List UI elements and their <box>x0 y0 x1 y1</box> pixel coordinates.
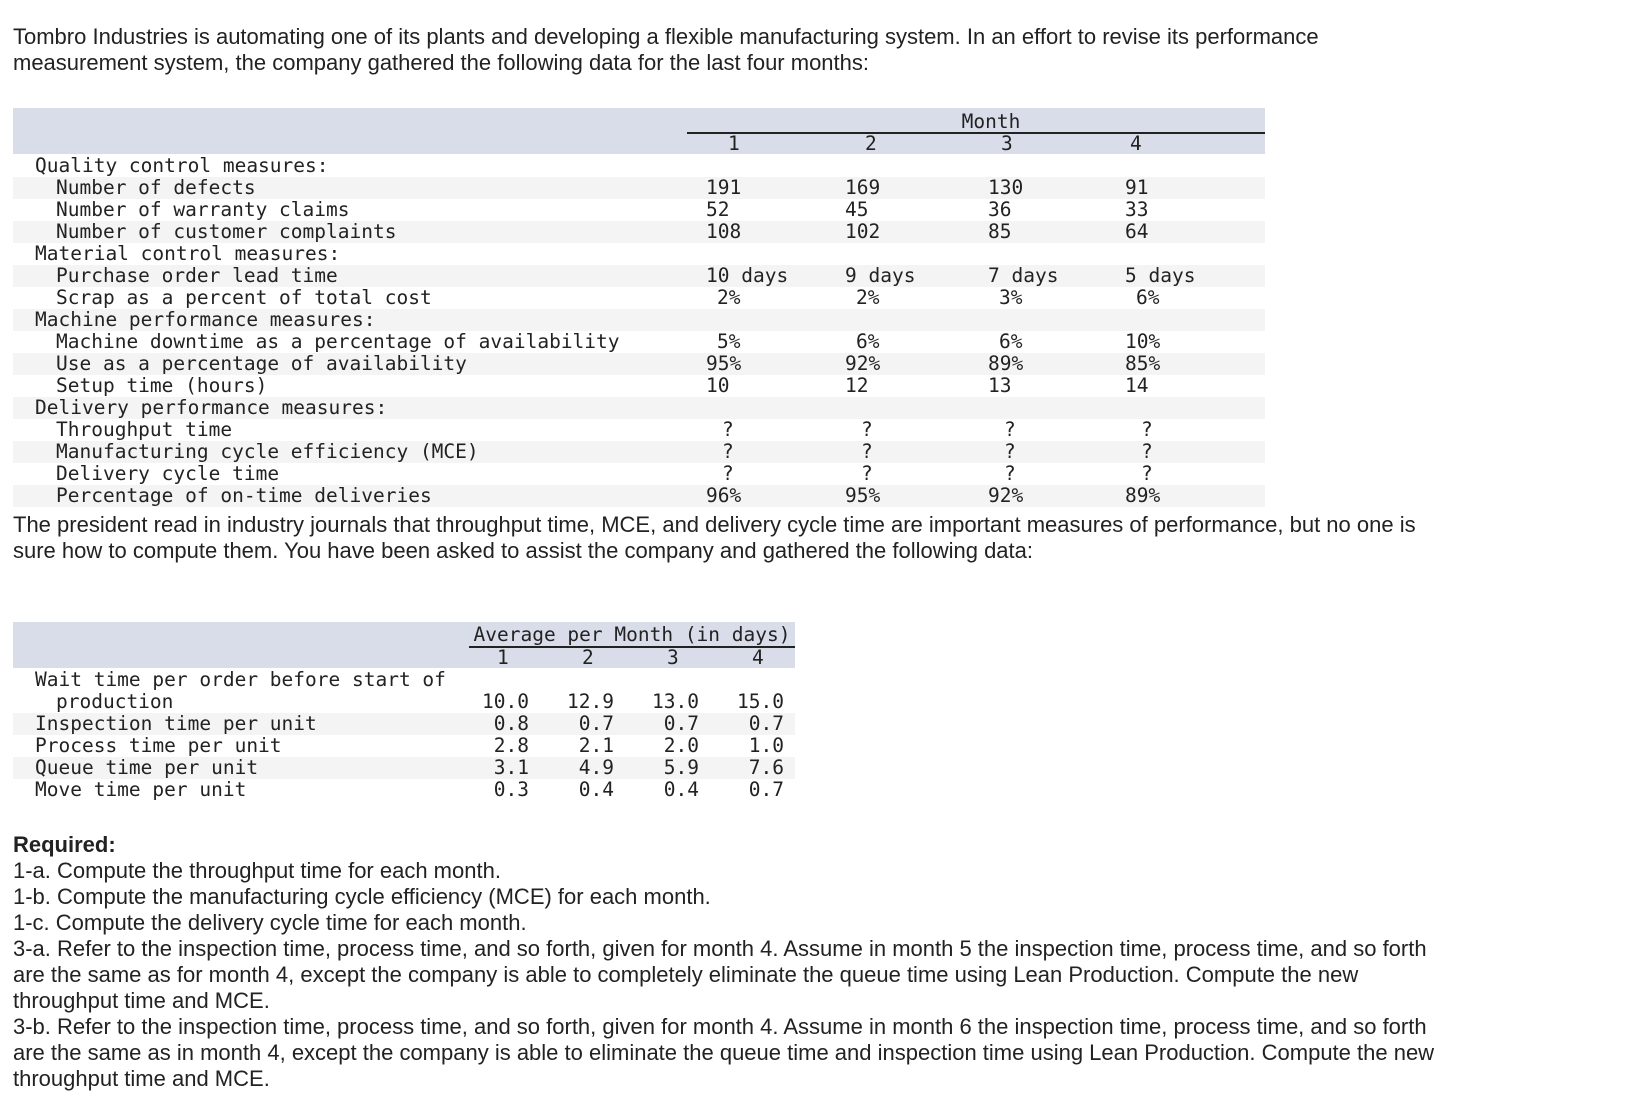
cell-month-1: 52 <box>706 198 730 221</box>
cell-month-4: 15.0 <box>737 690 784 713</box>
cell-month-2: 0.4 <box>578 778 614 801</box>
cell-month-4: 0.7 <box>748 712 784 735</box>
cell-month-1: 2% <box>717 286 741 309</box>
cell-month-3: 0.7 <box>663 712 699 735</box>
table-row <box>13 485 1265 507</box>
cell-month-4: 6% <box>1136 286 1160 309</box>
row-label: Delivery performance measures: <box>35 396 388 419</box>
cell-month-3: 92% <box>988 484 1024 507</box>
row-label: Use as a percentage of availability <box>56 352 467 375</box>
column-header-month-3: 3 <box>667 646 679 669</box>
cell-month-4: ? <box>1141 462 1153 485</box>
table-row <box>13 265 1265 287</box>
cell-month-4: 10% <box>1125 330 1161 353</box>
cell-month-4: 91 <box>1125 176 1149 199</box>
cell-month-4: 14 <box>1125 374 1149 397</box>
table-row <box>13 713 795 735</box>
column-header-month-2: 2 <box>865 132 877 155</box>
cell-month-3: 13.0 <box>652 690 699 713</box>
cell-month-2: 95% <box>845 484 881 507</box>
table-row <box>13 353 1265 375</box>
table-row <box>13 177 1265 199</box>
cell-month-2: 92% <box>845 352 881 375</box>
table-row <box>13 441 1265 463</box>
cell-month-1: 2.8 <box>493 734 529 757</box>
cell-month-4: 64 <box>1125 220 1149 243</box>
average-header: Average per Month (in days) <box>473 623 791 646</box>
table-row <box>13 735 795 757</box>
cell-month-4: 33 <box>1125 198 1149 221</box>
row-label: Throughput time <box>56 418 233 441</box>
cell-month-1: ? <box>722 440 734 463</box>
average-times-table <box>13 622 795 807</box>
row-label: Material control measures: <box>35 242 341 265</box>
performance-measures-table <box>13 108 1265 508</box>
cell-month-1: ? <box>722 462 734 485</box>
cell-month-4: ? <box>1141 440 1153 463</box>
required-item-3b: 3-b. Refer to the inspection time, process time, and so forth, given for month 4. Assume in month 6 the inspection time, process time, and so forth are the same as in month 4, except the company is able to eliminate the queue time and inspection time using Lean Production. Compute the new throughput time and MCE. <box>13 1014 1435 1091</box>
row-label: Machine performance measures: <box>35 308 376 331</box>
row-label: Setup time (hours) <box>56 374 268 397</box>
cell-month-1: 96% <box>706 484 742 507</box>
cell-month-4: 89% <box>1125 484 1161 507</box>
required-item-1a: 1-a. Compute the throughput time for each month. <box>13 858 501 883</box>
column-header-month-1: 1 <box>497 646 509 669</box>
required-title: Required: <box>13 832 116 857</box>
cell-month-3: 0.4 <box>663 778 699 801</box>
table-header-band <box>13 108 1265 154</box>
cell-month-2: 9 days <box>845 264 916 287</box>
cell-month-4: 0.7 <box>748 778 784 801</box>
table-row <box>13 757 795 779</box>
required-item-3a: 3-a. Refer to the inspection time, process time, and so forth, given for month 4. Assume in month 5 the inspection time, process time, and so forth are the same as for month 4, except the company is able to completely eliminate the queue time using Lean Production. Compute the new throughput time and MCE. <box>13 936 1427 1013</box>
row-label: Scrap as a percent of total cost <box>56 286 432 309</box>
row-label: Machine downtime as a percentage of availability <box>56 330 620 353</box>
month-header: Month <box>961 110 1021 133</box>
cell-month-1: 191 <box>706 176 742 199</box>
cell-month-4: 5 days <box>1125 264 1196 287</box>
cell-month-4: 85% <box>1125 352 1161 375</box>
cell-month-1: 0.8 <box>493 712 529 735</box>
cell-month-2: 12.9 <box>567 690 614 713</box>
table-row <box>13 287 1265 309</box>
cell-month-2: 2% <box>856 286 880 309</box>
month-header-rule <box>687 132 1265 134</box>
column-header-month-4: 4 <box>1130 132 1142 155</box>
row-label: Process time per unit <box>35 734 282 757</box>
row-label: Manufacturing cycle efficiency (MCE) <box>56 440 479 463</box>
cell-month-1: ? <box>722 418 734 441</box>
cell-month-3: 5.9 <box>663 756 699 779</box>
column-header-month-3: 3 <box>1001 132 1013 155</box>
table-row <box>13 375 1265 397</box>
cell-month-2: ? <box>861 462 873 485</box>
cell-month-3: 13 <box>988 374 1012 397</box>
row-label: Wait time per order before start of <box>35 668 446 691</box>
table-row <box>13 199 1265 221</box>
row-label: Move time per unit <box>35 778 247 801</box>
cell-month-4: 1.0 <box>748 734 784 757</box>
table-row <box>13 669 795 713</box>
table-row <box>13 463 1265 485</box>
section-header-row <box>13 243 1265 265</box>
row-label: Queue time per unit <box>35 756 259 779</box>
cell-month-3: ? <box>1004 418 1016 441</box>
cell-month-1: 3.1 <box>493 756 529 779</box>
row-label: Percentage of on-time deliveries <box>56 484 432 507</box>
cell-month-2: 102 <box>845 220 881 243</box>
cell-month-3: ? <box>1004 440 1016 463</box>
row-label-continued: production <box>56 690 174 713</box>
row-label: Delivery cycle time <box>56 462 280 485</box>
cell-month-4: 7.6 <box>748 756 784 779</box>
table-row <box>13 419 1265 441</box>
middle-paragraph: The president read in industry journals that throughput time, MCE, and delivery cycle time are important measures of performance, but no one is sure how to compute them. You have been asked to assist the company and gathered the following data: <box>13 512 1416 563</box>
cell-month-2: 45 <box>845 198 869 221</box>
cell-month-3: 3% <box>999 286 1023 309</box>
cell-month-2: 4.9 <box>578 756 614 779</box>
cell-month-1: 5% <box>717 330 741 353</box>
row-label: Inspection time per unit <box>35 712 317 735</box>
required-section <box>13 832 1453 1092</box>
cell-month-3: ? <box>1004 462 1016 485</box>
row-label: Number of customer complaints <box>56 220 397 243</box>
cell-month-2: 0.7 <box>578 712 614 735</box>
cell-month-3: 6% <box>999 330 1023 353</box>
row-label: Number of defects <box>56 176 256 199</box>
cell-month-3: 7 days <box>988 264 1059 287</box>
required-item-1b: 1-b. Compute the manufacturing cycle efficiency (MCE) for each month. <box>13 884 711 909</box>
cell-month-4: ? <box>1141 418 1153 441</box>
cell-month-2: ? <box>861 440 873 463</box>
cell-month-1: 10 <box>706 374 730 397</box>
cell-month-3: 89% <box>988 352 1024 375</box>
section-header-row <box>13 155 1265 177</box>
row-label: Quality control measures: <box>35 154 329 177</box>
cell-month-1: 0.3 <box>493 778 529 801</box>
cell-month-3: 36 <box>988 198 1012 221</box>
average-header-rule <box>469 646 795 648</box>
section-header-row <box>13 397 1265 419</box>
column-header-month-4: 4 <box>752 646 764 669</box>
column-header-month-2: 2 <box>582 646 594 669</box>
column-header-month-1: 1 <box>728 132 740 155</box>
table-row <box>13 331 1265 353</box>
cell-month-2: 169 <box>845 176 881 199</box>
section-header-row <box>13 309 1265 331</box>
cell-month-2: 6% <box>856 330 880 353</box>
intro-paragraph: Tombro Industries is automating one of its plants and developing a flexible manufacturing system. In an effort to revise its performance measurement system, the company gathered the following data for the last four months: <box>13 24 1319 75</box>
cell-month-1: 10.0 <box>482 690 529 713</box>
table-row <box>13 779 795 801</box>
cell-month-2: ? <box>861 418 873 441</box>
cell-month-3: 130 <box>988 176 1024 199</box>
cell-month-1: 95% <box>706 352 742 375</box>
cell-month-1: 10 days <box>706 264 789 287</box>
row-label: Number of warranty claims <box>56 198 350 221</box>
cell-month-2: 12 <box>845 374 869 397</box>
cell-month-1: 108 <box>706 220 742 243</box>
row-label: Purchase order lead time <box>56 264 338 287</box>
cell-month-3: 85 <box>988 220 1012 243</box>
cell-month-3: 2.0 <box>663 734 699 757</box>
cell-month-2: 2.1 <box>578 734 614 757</box>
table-row <box>13 221 1265 243</box>
required-item-1c: 1-c. Compute the delivery cycle time for each month. <box>13 910 527 935</box>
